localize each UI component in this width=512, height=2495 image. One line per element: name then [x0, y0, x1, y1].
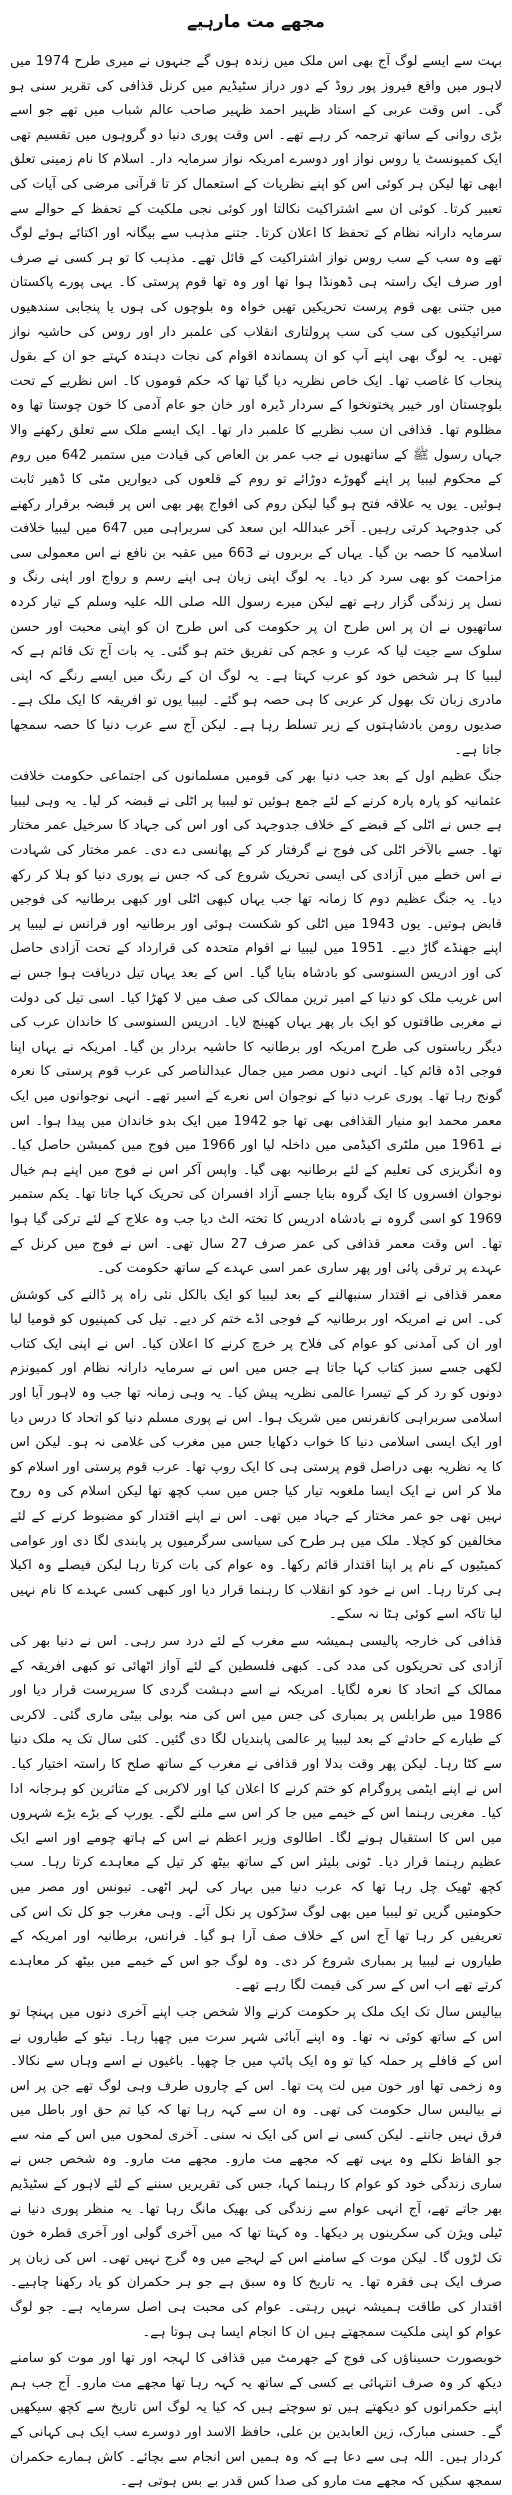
- article-paragraph-5: بیالیس سال تک ایک ملک پر حکومت کرنے والا شخص جب اپنے آخری دنوں میں پہنچا تو اس کے ساتھ کوئی نہ تھا۔ وہ اپنے آبائی شہر سرت میں چھپا رہا۔ نیٹو کے طیاروں نے اس کے قافلے پر حملہ کیا تو وہ ایک پائپ میں جا چھپا۔ باغیوں نے اسے وہاں سے نکالا۔ وہ زخمی تھا اور خون میں لت پت تھا۔ اس کے چاروں طرف وہی لوگ تھے جن پر اس نے بیالیس سال حکومت کی تھی۔ وہ ان سے کہہ رہا تھا کہ کیا تم حق اور باطل میں فرق نہیں جانتے۔ لیکن کسی نے اس کی ایک نہ سنی۔ آخری لمحوں میں اس کے منہ سے جو الفاظ نکلے وہ یہی تھے کہ مجھے مت مارو۔ مجھے مت مارو۔ وہ شخص جس نے ساری زندگی خود کو عوام کا رہنما کہا، جس کی تقریریں سننے کے لئے لاہور کے سٹیڈیم بھر جاتے تھے، آج انہی عوام سے زندگی کی بھیک مانگ رہا تھا۔ یہ منظر پوری دنیا نے ٹیلی ویژن کی سکرینوں پر دیکھا۔ وہ کہتا تھا کہ میں آخری گولی اور آخری قطرہ خون تک لڑوں گا۔ لیکن موت کے سامنے اس کے لہجے میں وہ گرج نہیں تھی۔ اس کی زبان پر صرف ایک ہی فقرہ تھا۔ یہ تاریخ کا وہ سبق ہے جو ہر حکمران کو یاد رکھنا چاہیے۔ اقتدار کی طاقت ہمیشہ نہیں رہتی۔ عوام کی محبت ہی اصل سرمایہ ہے۔ جو لوگ عوام کو اپنی ملکیت سمجھتے ہیں ان کا انجام ایسا ہی ہوتا ہے۔: [10, 2004, 502, 2340]
- article-paragraph-4: قذافی کی خارجہ پالیسی ہمیشہ سے مغرب کے لئے درد سر رہی۔ اس نے دنیا بھر کی آزادی کی تحریکوں کی مدد کی۔ کبھی فلسطین کے لئے آواز اٹھائی تو کبھی افریقہ کے ممالک کے اتحاد کا نعرہ لگایا۔ امریکہ نے اسے دہشت گردی کا سرپرست قرار دیا اور 1986 میں طرابلس پر بمباری کی جس میں اس کی منہ بولی بیٹی ماری گئی۔ لاکربی کے طیارے کے حادثے کے بعد لیبیا پر عالمی پابندیاں لگا دی گئیں۔ کئی سال تک یہ ملک دنیا سے کٹا رہا۔ لیکن پھر وقت بدلا اور قذافی نے مغرب کے ساتھ صلح کا راستہ اختیار کیا۔ اس نے اپنے ایٹمی پروگرام کو ختم کرنے کا اعلان کیا اور لاکربی کے متاثرین کو ہرجانہ ادا کیا۔ مغربی رہنما اس کے خیمے میں جا کر اس سے ملنے لگے۔ یورپ کے بڑے بڑے شہروں میں اس کا استقبال ہونے لگا۔ اطالوی وزیر اعظم نے اس کے ہاتھ چومے اور اسے ایک عظیم رہنما قرار دیا۔ ٹونی بلیئر اس کے ساتھ بیٹھ کر تیل کے معاہدے کرتا رہا۔ سب کچھ ٹھیک چل رہا تھا کہ عرب دنیا میں بہار کی لہر اٹھی۔ تیونس اور مصر میں حکومتیں گریں تو لیبیا میں بھی لوگ سڑکوں پر نکل آئے۔ وہی مغرب جو کل تک اس کی تعریفیں کر رہا تھا آج اس کے خلاف صف آرا ہو گیا۔ فرانس، برطانیہ اور امریکہ کے طیاروں نے لیبیا پر بمباری شروع کر دی۔ وہ لوگ جو اس کے خیمے میں بیٹھ کر معاہدے کرتے تھے اب اس کے سر کی قیمت لگا رہے تھے۔: [10, 1634, 502, 1994]
- article-title: مجھے مت مارہیے: [187, 12, 325, 32]
- article-paragraph-6: خوبصورت حسیناؤں کی فوج کے جھرمٹ میں قذافی کا لہجہ اور تھا اور موت کو سامنے دیکھ کر وہ صرف انتہائی بے کسی کے ساتھ یہ کہہ رہا تھا مجھے مت مارو۔ آج جب ہم اپنے حکمرانوں کو دیکھتے ہیں تو سوچتے ہیں کہ کیا یہ لوگ اس تاریخ سے کچھ سیکھیں گے۔ حسنی مبارک، زین العابدین بن علی، حافظ الاسد اور دوسرے سب ایک ہی کہانی کے کردار ہیں۔ اللہ ہی سے دعا ہے کہ وہ ہمیں اس انجام سے بچائے۔ کاش ہمارے حکمران سمجھ سکیں کہ مجھے مت مارو کی صدا کس قدر بے بس ہوتی ہے۔: [10, 2351, 502, 2490]
- article-paragraph-3: معمر قذافی نے اقتدار سنبھالنے کے بعد لیبیا کو ایک بالکل نئی راہ پر ڈالنے کی کوشش کی۔ اس نے امریکہ اور برطانیہ کے فوجی اڈے ختم کر دیے۔ تیل کی کمپنیوں کو قومیا لیا اور ان کی آمدنی کو عوام کی فلاح پر خرچ کرنے کا اعلان کیا۔ اس نے اپنی ایک کتاب لکھی جسے سبز کتاب کہا جاتا ہے جس میں اس نے سرمایہ دارانہ نظام اور کمیونزم دونوں کو رد کر کے تیسرا عالمی نظریہ پیش کیا۔ یہ وہی زمانہ تھا جب وہ لاہور آیا اور اسلامی سربراہی کانفرنس میں شریک ہوا۔ اس نے پوری مسلم دنیا کو اتحاد کا درس دیا اور ایک ایسی اسلامی دنیا کا خواب دکھایا جس میں مغرب کی غلامی نہ ہو۔ لیکن اس کا یہ نظریہ بھی دراصل قوم پرستی ہی کا ایک روپ تھا۔ عرب قوم پرستی اور اسلام کو ملا کر اس نے ایک ایسا ملغوبہ تیار کیا جس میں سب کچھ تھا لیکن اسلام کی وہ روح نہیں تھی جو عمر مختار کے جہاد میں تھی۔ اس نے اپنے اقتدار کو مضبوط کرنے کے لئے مخالفین کو کچلا۔ ملک میں ہر طرح کی سیاسی سرگرمیوں پر پابندی لگا دی اور عوامی کمیٹیوں کے نام پر اپنا اقتدار قائم رکھا۔ وہ عوام کی بات کرتا رہا لیکن فیصلے وہ اکیلا ہی کرتا رہا۔ اس نے خود کو انقلاب کا رہنما قرار دیا اور کبھی کسی عہدے کا نام نہیں لیا تاکہ اسے کوئی ہٹا نہ سکے۔: [10, 1287, 502, 1623]
- article-paragraph-2: جنگ عظیم اول کے بعد جب دنیا بھر کی قومیں مسلمانوں کی اجتماعی حکومت خلافت عثمانیہ کو پارہ پارہ کرنے کے لئے جمع ہوئیں تو لیبیا پر اٹلی نے قبضہ کر لیا۔ یہ وہی لیبیا ہے جس نے اٹلی کے قبضے کے خلاف جدوجہد کی اور اس کی جہاد کا سرخیل عمر مختار تھا۔ جسے بالآخر اٹلی کی فوج نے گرفتار کر کے پھانسی دے دی۔ عمر مختار کی شہادت نے اس خطے میں آزادی کی ایسی تحریک شروع کی کہ جس نے پوری دنیا کو ہلا کر رکھ دیا۔ یہ جنگ عظیم دوم کا زمانہ تھا جب یہاں کبھی اٹلی اور کبھی برطانیہ کی فوجیں قابض ہوتیں۔ یوں 1943 میں اٹلی کو شکست ہوئی اور برطانیہ اور فرانس نے لیبیا پر اپنے جھنڈے گاڑ دیے۔ 1951 میں لیبیا نے اقوام متحدہ کی قرارداد کے تحت آزادی حاصل کی اور ادریس السنوسی کو بادشاہ بنایا گیا۔ اس کے بعد یہاں تیل دریافت ہوا جس نے اس غریب ملک کو دنیا کے امیر ترین ممالک کی صف میں لا کھڑا کیا۔ اسی تیل کی دولت نے مغربی طاقتوں کو ایک بار پھر یہاں کھینچ لایا۔ ادریس السنوسی کا خاندان عرب کی دیگر ریاستوں کی طرح امریکہ اور برطانیہ کا حاشیہ بردار بن گیا۔ امریکہ نے یہاں اپنا فوجی اڈہ قائم کیا۔ انہی دنوں مصر میں جمال عبدالناصر کی عرب قوم پرستی کا نعرہ گونج رہا تھا۔ پوری عرب دنیا کے نوجوان اس نعرے کے اسیر تھے۔ انہی نوجوانوں میں ایک معمر محمد ابو منیار القذافی بھی تھا جو 1942 میں ایک بدو خاندان میں پیدا ہوا۔ اس نے 1961 میں ملٹری اکیڈمی میں داخلہ لیا اور 1966 میں فوج میں کمیشن حاصل کیا۔ وہ انگریزی کی تعلیم کے لئے برطانیہ بھی گیا۔ واپس آکر اس نے فوج میں اپنے ہم خیال نوجوان افسروں کا ایک گروہ بنایا جسے آزاد افسران کی تحریک کہا جاتا تھا۔ یکم ستمبر 1969 کو اسی گروہ نے بادشاہ ادریس کا تختہ الٹ دیا جب وہ علاج کے لئے ترکی گیا ہوا تھا۔ اس وقت معمر قذافی کی عمر صرف 27 سال تھی۔ اس نے فوج میں کرنل کے عہدے پر ترقی پائی اور پھر ساری عمر اسی عہدے کے ساتھ حکومت کی۔: [10, 769, 502, 1277]
- article-paragraph-1: بہت سے ایسے لوگ آج بھی اس ملک میں زندہ ہوں گے جنہوں نے میری طرح 1974 میں لاہور میں واقع فیروز پور روڈ کے دور دراز سٹیڈیم میں کرنل قذافی کی تقریر سنی ہو گی۔ اس وقت عربی کے استاد ظہیر احمد ظہیر صاحب عالم شباب میں تھے جو اسے بڑی روانی کے ساتھ ترجمہ کر رہے تھے۔ اس وقت پوری دنیا دو گروہوں میں تقسیم تھی ایک کمیونسٹ یا روس نواز اور دوسرے امریکہ نواز سرمایہ دار۔ اسلام کا نام زمینی تعلق ابھی تھا لیکن ہر کوئی اس کو اپنے نظریات کے استعمال کر تا قرآنی مرضی کی آیات کی تعبیر کرتا۔ کوئی ان سے اشتراکیت نکالتا اور کوئی نجی ملکیت کے تحفظ کے حوالے سے سرمایہ دارانہ نظام کے تحفظ کا اعلان کرتا۔ جتنے مذہب سے بیگانہ اور اکتائے ہوئے لوگ تھے وہ سب کے سب روس نواز اشتراکیت کے قائل تھے۔ مذہب کا تو ہر کسی نے صرف اور صرف ایک راستہ ہی ڈھونڈا ہوا تھا اور وہ تھا قوم پرستی کا۔ یہی پورے پاکستان میں جتنی بھی قوم پرست تحریکیں تھیں خواہ وہ بلوچوں کی ہوں یا پنجابی سندھیوں سرائیکیوں کی سب کی سب پرولتاری انقلاب کی علمبر دار اور روس کی حاشیہ نواز تھیں۔ یہ لوگ بھی اپنے آپ کو ان پسماندہ اقوام کی نجات دہندہ کہتے جو ان کے بقول پنجاب کا غاصب تھا۔ ایک خاص نظریہ دیا گیا تھا کہ حکم قوموں کا۔ اس نظریے کے تحت بلوچستان اور خیبر پختونخوا کے سردار ڈیرہ اور خان جو عام آدمی کا خون چوستا تھا وہ مظلوم تھا۔ قذافی ان سب نظریے کا علمبر دار تھا۔ ایک ایسے ملک سے تعلق رکھنے والا جہاں رسول ﷺ کے ساتھیوں نے جب عمر بن العاص کی قیادت میں ستمبر 642 میں روم کے محکوم لیبیا پر اپنے گھوڑے دوڑائے تو روم کے قلعوں کی دیواریں مٹی کا ڈھیر ثابت ہوئیں۔ یوں یہ علاقہ فتح ہو گیا لیکن روم کی افواج پھر بھی اس پر قبضہ برقرار رکھنے کی جدوجہد کرتی رہیں۔ آخر عبداللہ ابن سعد کی سربراہی میں 647 میں لیبیا خلافت اسلامیہ کا حصہ بن گیا۔ یہاں کے بربروں نے 663 میں عقبہ بن نافع نے اس معمولی سی مزاحمت کو بھی سرد کر دیا۔ یہ لوگ اپنی زبان ہی اپنے رسم و رواج اور اپنی رنگ و نسل پر زندگی گزار رہے تھے لیکن میرے رسول اللہ صلی اللہ علیہ وسلم کے تیار کردہ ساتھیوں نے ان پر اس طرح ان پر حکومت کی اس طرح ان کو اپنی محبت اور حسن سلوک سے جیت لیا کہ عرب و عجم کی تفریق ختم ہو گئی۔ یہ بات آج تک قائم ہے کہ لیبیا کا ہر شخص خود کو عرب کہتا ہے۔ یہ لوگ ان کے رنگ میں ایسے رنگے کہ اپنی مادری زبان تک بھول کر عربی کا ہی حصہ ہو گئے۔ لیبیا یوں تو افریقہ کا ایک ملک ہے۔ صدیوں رومن بادشاہتوں کے زیر تسلط رہا ہے۔ لیکن آج سے عرب دنیا کا حصہ سمجھا جاتا ہے۔: [10, 54, 502, 758]
